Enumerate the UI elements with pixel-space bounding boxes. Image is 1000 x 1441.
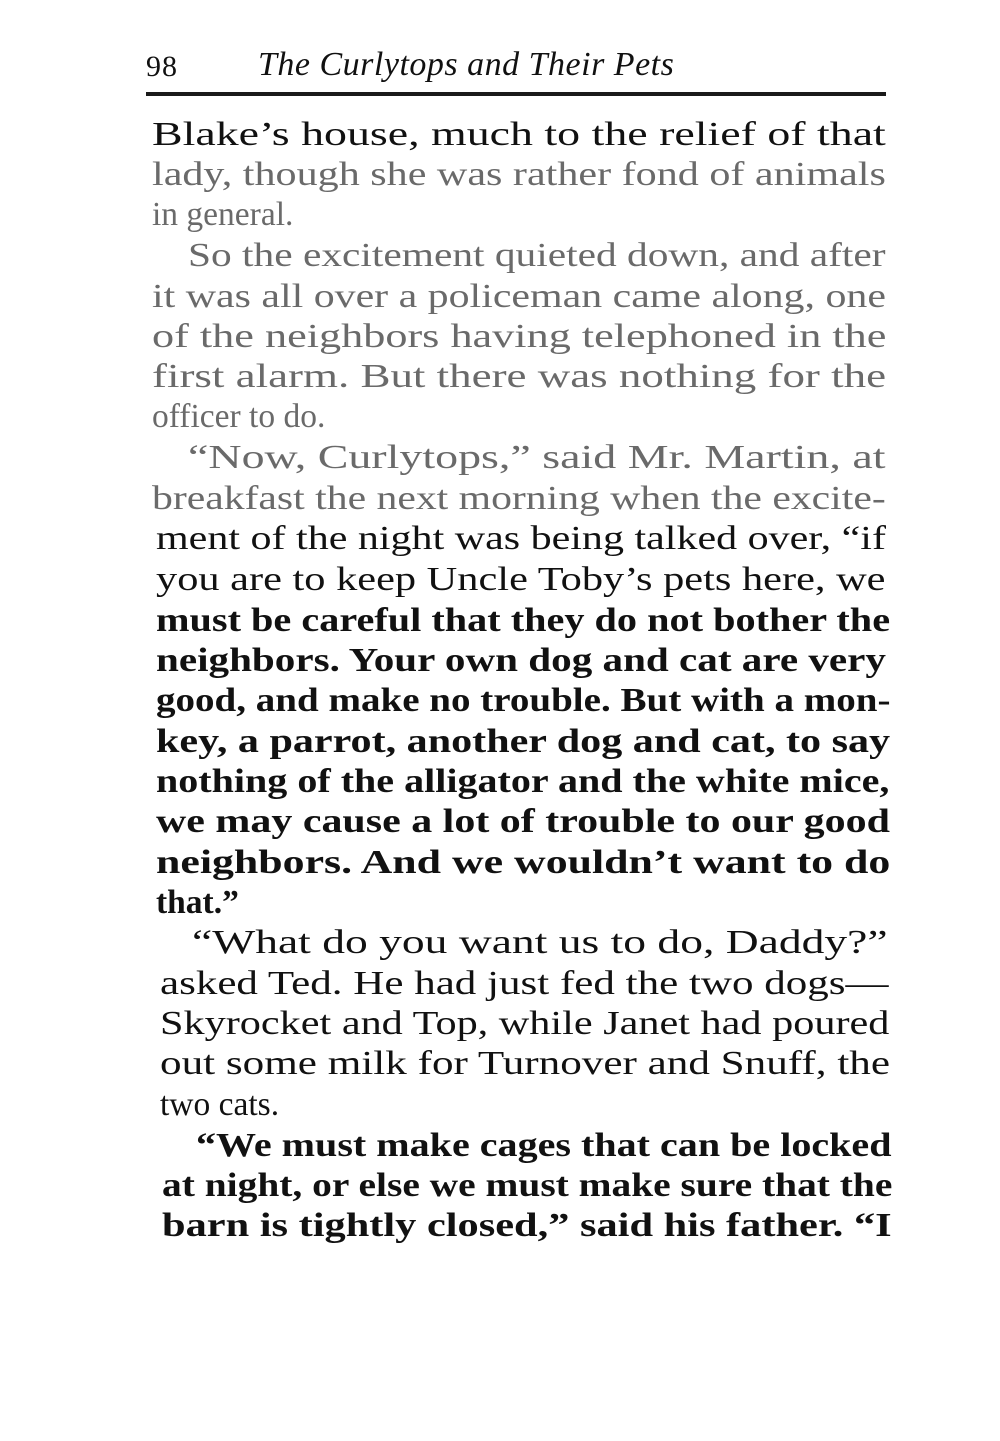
text-line: key, a parrot, another dog and cat, to say (156, 723, 891, 760)
text-line: of the neighbors having telephoned in the (152, 318, 887, 355)
text-line: good, and make no trouble. But with a mon- (156, 682, 891, 719)
text-line: nothing of the alligator and the white mice, (156, 763, 890, 800)
text-line: So the excitement quieted down, and after (188, 237, 886, 274)
text-line: in general. (152, 196, 294, 233)
text-line: must be careful that they do not bother the (156, 602, 891, 639)
running-title: The Curlytops and Their Pets (258, 46, 675, 83)
text-line: “We must make cages that can be locked (196, 1127, 892, 1164)
text-line: two cats. (160, 1086, 280, 1123)
text-line: Blake’s house, much to the relief of that (152, 116, 886, 153)
text-line: “Now, Curlytops,” said Mr. Martin, at (188, 439, 886, 476)
text-line: breakfast the next morning when the excite- (152, 480, 886, 517)
text-line: ment of the night was being talked over, “if (156, 520, 886, 557)
text-line: barn is tightly closed,” said his father. “I (162, 1207, 892, 1244)
text-line: out some milk for Turnover and Snuff, the (160, 1045, 891, 1082)
text-line: Skyrocket and Top, while Janet had poured (160, 1005, 890, 1042)
text-line: neighbors. And we wouldn’t want to do (156, 844, 891, 881)
text-line: first alarm. But there was nothing for the (152, 358, 887, 395)
page-number: 98 (146, 50, 178, 83)
page-header (146, 44, 886, 90)
text-line: asked Ted. He had just fed the two dogs— (160, 965, 889, 1002)
text-line: we may cause a lot of trouble to our good (156, 803, 890, 840)
text-line: “What do you want us to do, Daddy?” (192, 924, 888, 961)
text-line: you are to keep Uncle Toby’s pets here, we (156, 561, 886, 598)
text-line: that.” (156, 884, 239, 921)
text-line: it was all over a policeman came along, one (152, 278, 886, 315)
text-line: neighbors. Your own dog and cat are very (156, 642, 886, 679)
text-line: lady, though she was rather fond of animals (152, 156, 886, 193)
text-line: officer to do. (152, 398, 326, 435)
header-rule (146, 92, 886, 96)
text-line: at night, or else we must make sure that the (162, 1167, 893, 1204)
